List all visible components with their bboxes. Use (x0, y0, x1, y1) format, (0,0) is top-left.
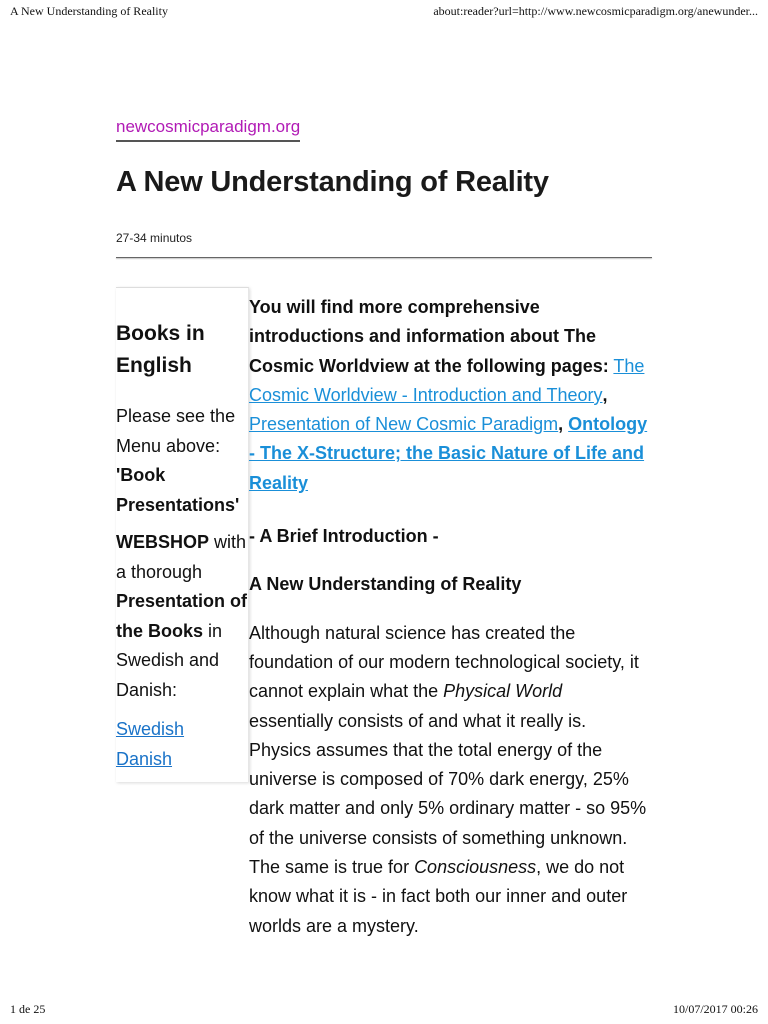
article-content (249, 293, 649, 941)
body-text-a: Although natural science has created the foundation of our modern technological society, it cannot explain what the (249, 622, 639, 702)
sidebar-heading-line2: English (116, 354, 192, 377)
sidebar-presentation-books: Presentation of the Books (116, 591, 248, 641)
page-title: A New Understanding of Reality (116, 166, 549, 198)
sidebar-webshop: WEBSHOP (116, 532, 210, 552)
consciousness-emphasis: Consciousness (414, 857, 537, 878)
cosmic-worldview-link[interactable]: The Cosmic Worldview - Introduction and Theory (249, 355, 645, 405)
sidebar-body (116, 402, 252, 774)
intro-text: You will find more comprehensive introductions and information about The Cosmic Worldview at the following pages: (249, 297, 609, 376)
link-separator: , (558, 414, 564, 435)
section-subtitle: A New Understanding of Reality (249, 574, 522, 595)
books-sidebar (116, 287, 249, 782)
print-datetime: 10/07/2017 00:26 (672, 1002, 758, 1016)
ontology-link[interactable]: Ontology - The X-Structure; the Basic Nature of Life and Reality (249, 414, 648, 493)
presentation-paradigm-link[interactable]: Presentation of New Cosmic Paradigm (249, 414, 559, 435)
sidebar-book-presentations: 'Book Presentations' (116, 465, 240, 515)
page-number: 1 de 25 (10, 1002, 46, 1016)
link-separator: , (602, 384, 608, 405)
title-divider (116, 257, 652, 258)
sidebar-heading (116, 318, 205, 382)
body-text-c: , we do not know what it is - in fact both our inner and outer worlds are a mystery. (249, 857, 628, 936)
intro-paragraph (249, 293, 649, 498)
sidebar-heading-line1: Books in (116, 322, 205, 345)
print-header-title: A New Understanding of Reality (10, 4, 168, 18)
print-header (10, 4, 758, 22)
site-domain-link[interactable]: newcosmicparadigm.org (116, 117, 300, 142)
danish-link[interactable]: Danish (116, 748, 173, 769)
read-time: 27-34 minutos (116, 231, 193, 245)
brief-introduction-heading: - A Brief Introduction - (249, 526, 439, 547)
sidebar-in-swedish-danish: in Swedish and Danish: (116, 620, 223, 700)
swedish-link[interactable]: Swedish (116, 719, 185, 739)
body-paragraph (249, 619, 649, 941)
body-text-b: essentially consists of and what it really is. Physics assumes that the total energy of the universe is composed of 70% dark energy, 25% dark matter and only 5% ordinary matter - so 95% of the universe consists of something unknown. The same is true for (249, 710, 647, 878)
print-header-url: about:reader?url=http://www.newcosmicparadigm.org/anewunder... (433, 4, 758, 18)
print-footer (10, 1002, 758, 1018)
physical-world-emphasis: Physical World (443, 681, 563, 702)
sidebar-please-see: Please see the Menu above: (116, 406, 236, 456)
sidebar-with-thorough: with a thorough (116, 532, 247, 582)
